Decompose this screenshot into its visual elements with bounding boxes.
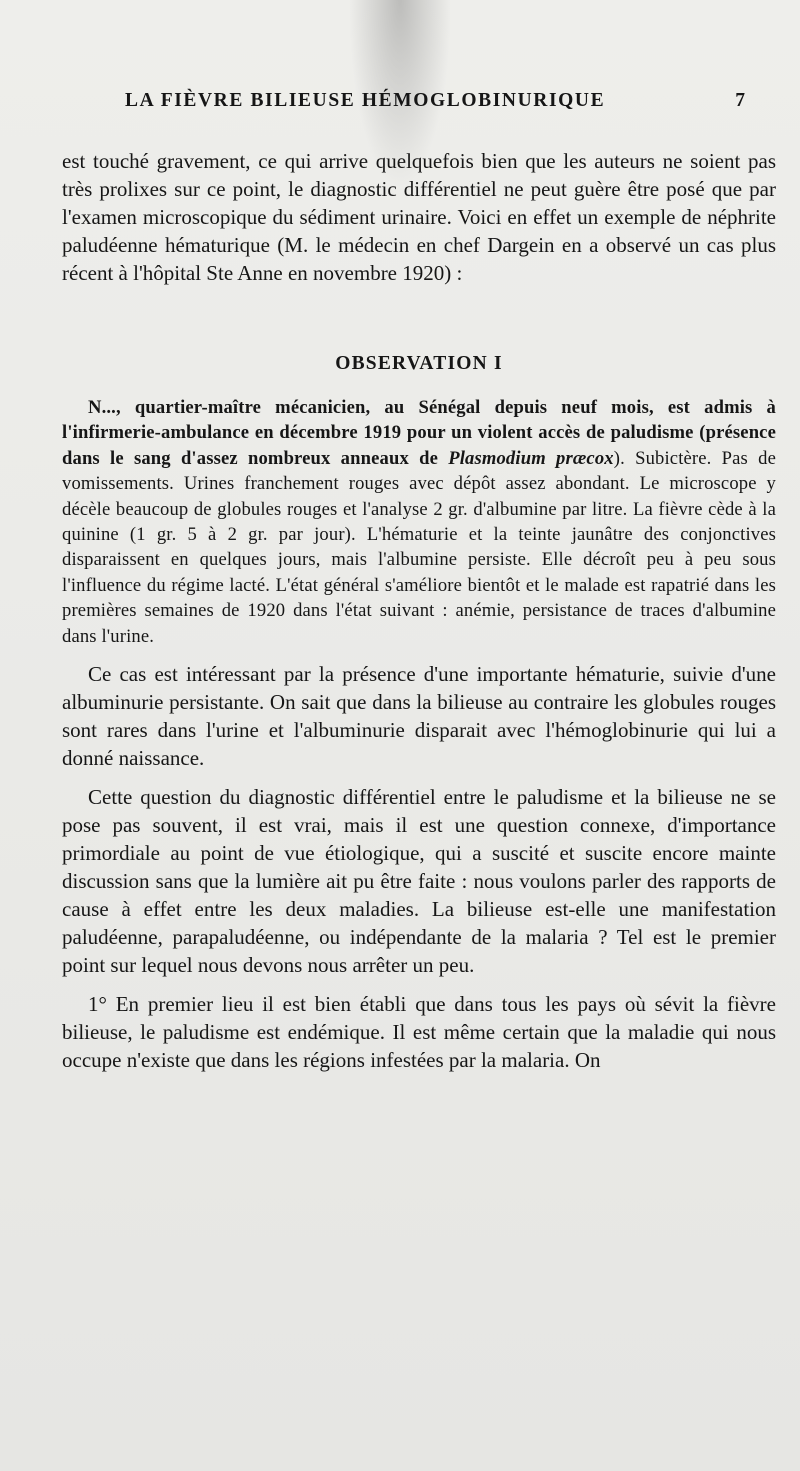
page-header (125, 90, 745, 120)
observation-text-part-1: N..., quartier-maître mécanicien, au Sénégal depuis neuf mois, est admis à l'infirmerie-ambulance en décembre 1919 pour un violent accès de paludisme (présence dans le sang d'assez nombreux anneaux de (62, 397, 776, 469)
page-body (62, 147, 776, 1074)
species-name: Plasmodium præcox (448, 447, 614, 469)
paragraph-intro: est touché gravement, ce qui arrive quelquefois bien que les auteurs ne soient pas très prolixes sur ce point, le diagnostic différentiel ne peut guère être posé que par l'examen microscopique du sédiment urinaire. Voici en effet un exemple de néphrite paludéenne hématurique (M. le médecin en chef Dargein en a observé un cas plus récent à l'hôpital Ste Anne en novembre 1920) : (62, 149, 776, 285)
observation-text-part-2: ). Subictère. Pas de vomissements. Urines franchement rouges avec dépôt assez abondant. Le microscope y décèle beaucoup de globules rouges et l'analyse 2 gr. d'albumine par litre. La fièvre cède à la quinine (1 gr. 5 à 2 gr. par jour). L'hématurie et la teinte jaunâtre des conjonctives disparaissent en quelques jours, mais l'albumine persiste. Elle décroît peu à peu sous l'influence du régime lacté. L'état général s'améliore bientôt et le malade est rapatrié dans les premières semaines de 1920 dans l'état suivant : anémie, persistance de traces d'albumine dans l'urine. (62, 447, 777, 647)
paragraph-case-discussion: Ce cas est intéressant par la présence d'une importante hématurie, suivie d'une albuminurie persistante. On sait que dans la bilieuse au contraire les globules rouges sont rares dans l'urine et l'albuminurie disparait avec l'hémoglobinurie qui lui a donné naissance. (62, 662, 776, 771)
running-title: LA FIÈVRE BILIEUSE HÉMOGLOBINURIQUE (125, 90, 606, 111)
paragraph-endemic-point: 1° En premier lieu il est bien établi que dans tous les pays où sévit la fièvre bilieuse, le paludisme est endémique. Il est même certain que la maladie qui nous occupe n'existe que dans les régions infestées par la malaria. On (62, 992, 776, 1073)
page-number: 7 (735, 90, 745, 111)
paragraph-differential-question: Cette question du diagnostic différentiel entre le paludisme et la bilieuse ne se pose pas souvent, il est vrai, mais il est une question connexe, d'importance primordiale au point de vue étiologique, qui a suscité et suscite encore mainte discussion sans que la lumière ait pu être faite : nous voulons parler des rapports de cause à effet entre les deux maladies. La bilieuse est-elle une manifestation paludéenne, parapaludéenne, ou indépendante de la malaria ? Tel est le premier point sur lequel nous devons nous arrêter un peu. (62, 785, 776, 978)
observation-text (62, 395, 776, 649)
observation-title: OBSERVATION I (335, 353, 503, 374)
